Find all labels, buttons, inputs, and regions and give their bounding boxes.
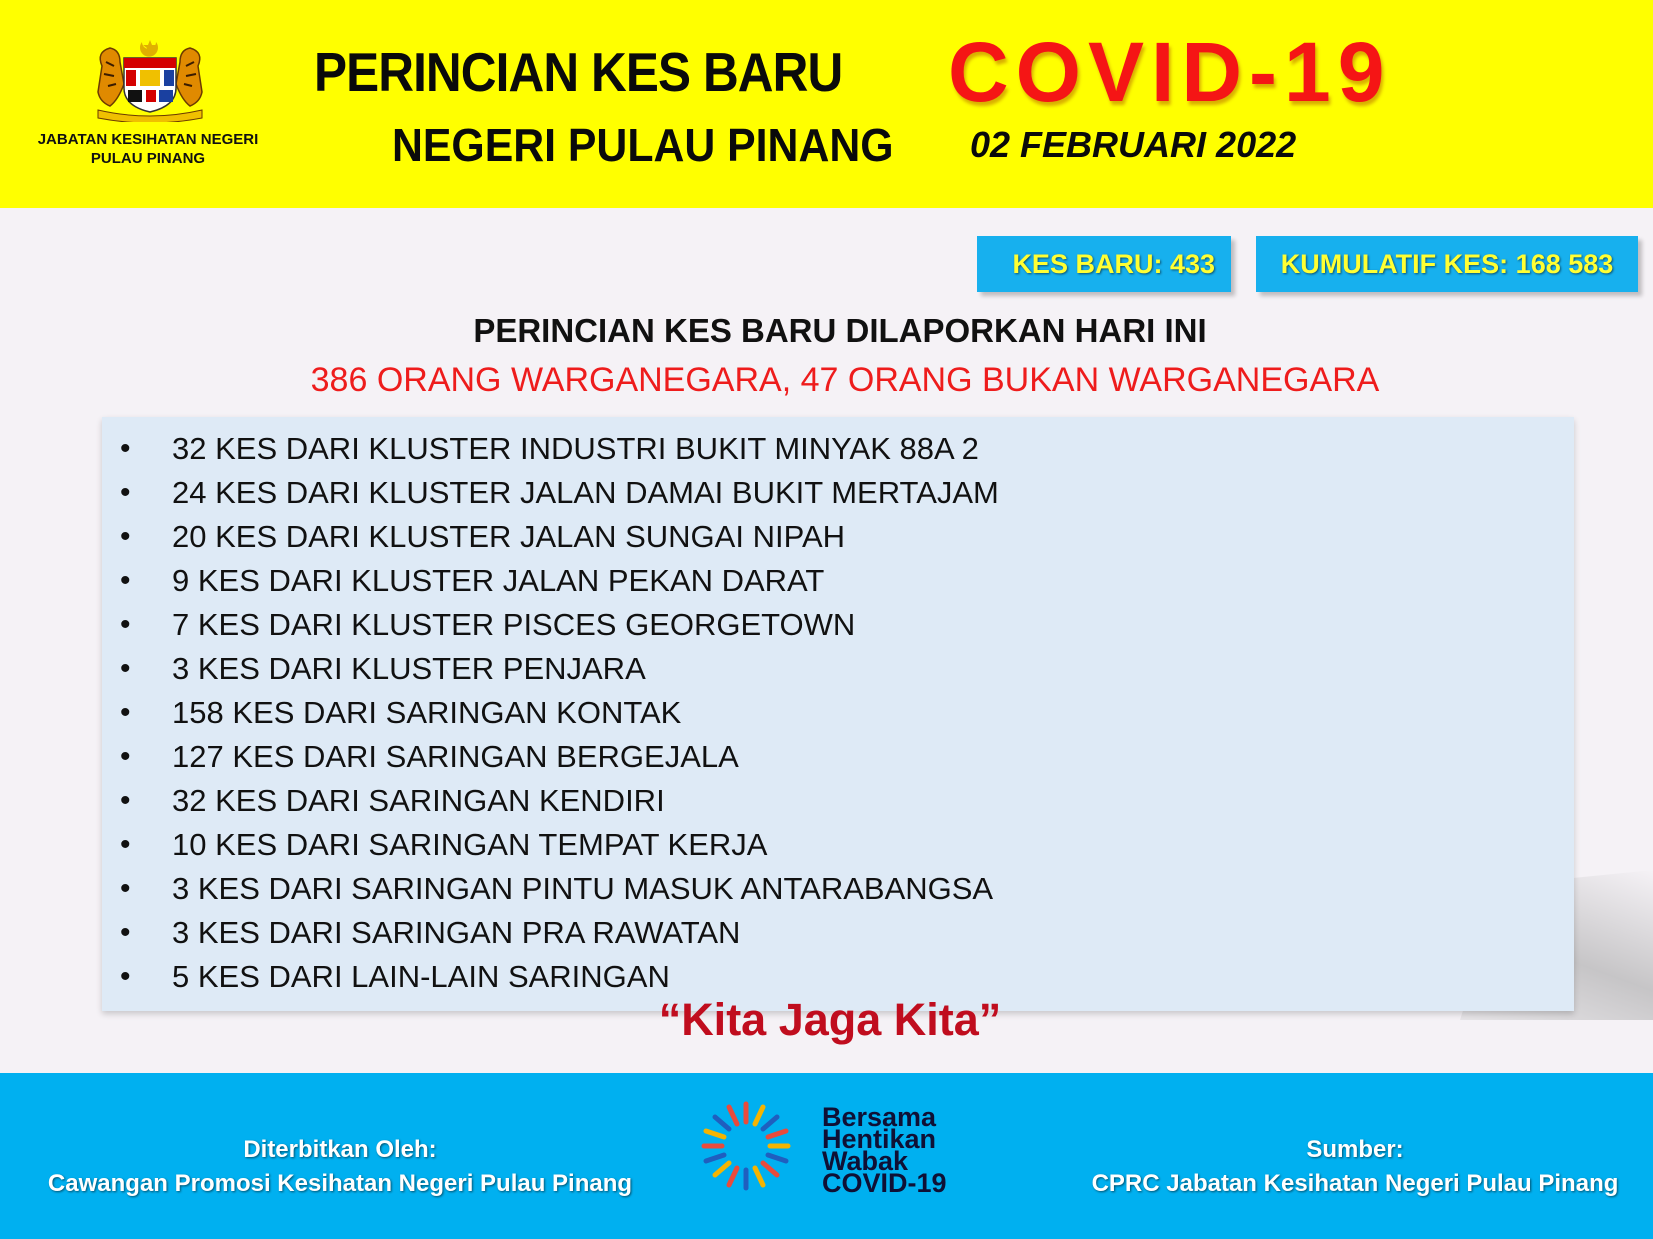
slogan: “Kita Jaga Kita”: [658, 994, 1002, 1045]
list-item: [102, 735, 1574, 779]
bullet-icon: •: [120, 740, 131, 773]
case-text: 24 KES DARI KLUSTER JALAN DAMAI BUKIT MERTAJAM: [172, 475, 999, 510]
bullet-icon: •: [120, 608, 131, 641]
report-date: 02 FEBRUARI 2022: [970, 124, 1297, 165]
list-item: [102, 823, 1574, 867]
new-cases-badge: KES BARU: 433: [977, 236, 1231, 292]
bullet-icon: •: [120, 432, 131, 465]
campaign-line: Wabak: [822, 1146, 909, 1176]
list-item: [102, 647, 1574, 691]
publisher-label: Diterbitkan Oleh:: [243, 1136, 437, 1163]
list-item: [102, 515, 1574, 559]
source-label: Sumber:: [1306, 1136, 1404, 1163]
state-title: NEGERI PULAU PINANG: [392, 119, 894, 171]
case-list: [102, 427, 1574, 999]
bullet-icon: •: [120, 872, 131, 905]
case-text: 32 KES DARI SARINGAN KENDIRI: [172, 783, 665, 818]
citizenship-breakdown: 386 ORANG WARGANEGARA, 47 ORANG BUKAN WARGANEGARA: [310, 361, 1380, 399]
bullet-icon: •: [120, 696, 131, 729]
campaign-line: Hentikan: [822, 1124, 937, 1154]
case-breakdown-panel: [102, 417, 1574, 1011]
case-text: 20 KES DARI KLUSTER JALAN SUNGAI NIPAH: [172, 519, 846, 554]
case-text: 3 KES DARI SARINGAN PRA RAWATAN: [172, 915, 741, 950]
list-item: [102, 603, 1574, 647]
case-text: 7 KES DARI KLUSTER PISCES GEORGETOWN: [172, 607, 856, 642]
publisher-name: Cawangan Promosi Kesihatan Negeri Pulau Pinang: [47, 1170, 633, 1197]
footer: [0, 1073, 1653, 1239]
bullet-icon: •: [120, 520, 131, 553]
bersama-hentikan-wabak-logo-icon: [700, 1100, 792, 1192]
source-name: CPRC Jabatan Kesihatan Negeri Pulau Pinang: [1091, 1170, 1619, 1197]
header-banner: [0, 0, 1653, 208]
case-text: 127 KES DARI SARINGAN BERGEJALA: [172, 739, 739, 774]
list-item: [102, 779, 1574, 823]
list-item: [102, 559, 1574, 603]
case-text: 3 KES DARI KLUSTER PENJARA: [172, 651, 646, 686]
campaign-line: Bersama: [822, 1102, 937, 1132]
list-item: [102, 691, 1574, 735]
bullet-icon: •: [120, 784, 131, 817]
list-item: [102, 955, 1574, 999]
case-text: 32 KES DARI KLUSTER INDUSTRI BUKIT MINYAK 88A 2: [172, 431, 979, 466]
publisher-block: [40, 1133, 640, 1201]
case-text: 5 KES DARI LAIN-LAIN SARINGAN: [172, 959, 670, 994]
bullet-icon: •: [120, 960, 131, 993]
campaign-wordmark: [822, 1102, 947, 1198]
department-name: JABATAN KESIHATAN NEGERI PULAU PINANG: [37, 131, 259, 167]
campaign-line: COVID-19: [822, 1168, 947, 1198]
covid-title: COVID-19: [948, 25, 1392, 119]
bullet-icon: •: [120, 564, 131, 597]
case-text: 10 KES DARI SARINGAN TEMPAT KERJA: [172, 827, 768, 862]
bullet-icon: •: [120, 652, 131, 685]
case-text: 158 KES DARI SARINGAN KONTAK: [172, 695, 682, 730]
bullet-icon: •: [120, 828, 131, 861]
list-item: [102, 911, 1574, 955]
list-item: [102, 867, 1574, 911]
bullet-icon: •: [120, 916, 131, 949]
malaysia-coat-of-arms-icon: [84, 36, 216, 122]
case-text: 3 KES DARI SARINGAN PINTU MASUK ANTARABANGSA: [172, 871, 994, 906]
cumulative-cases-badge: KUMULATIF KES: 168 583: [1256, 236, 1638, 292]
source-block: [1090, 1133, 1620, 1201]
bullet-icon: •: [120, 476, 131, 509]
list-item: [102, 471, 1574, 515]
page-title: PERINCIAN KES BARU: [314, 41, 843, 103]
case-text: 9 KES DARI KLUSTER JALAN PEKAN DARAT: [172, 563, 825, 598]
section-title: PERINCIAN KES BARU DILAPORKAN HARI INI: [473, 312, 1207, 349]
list-item: [102, 427, 1574, 471]
